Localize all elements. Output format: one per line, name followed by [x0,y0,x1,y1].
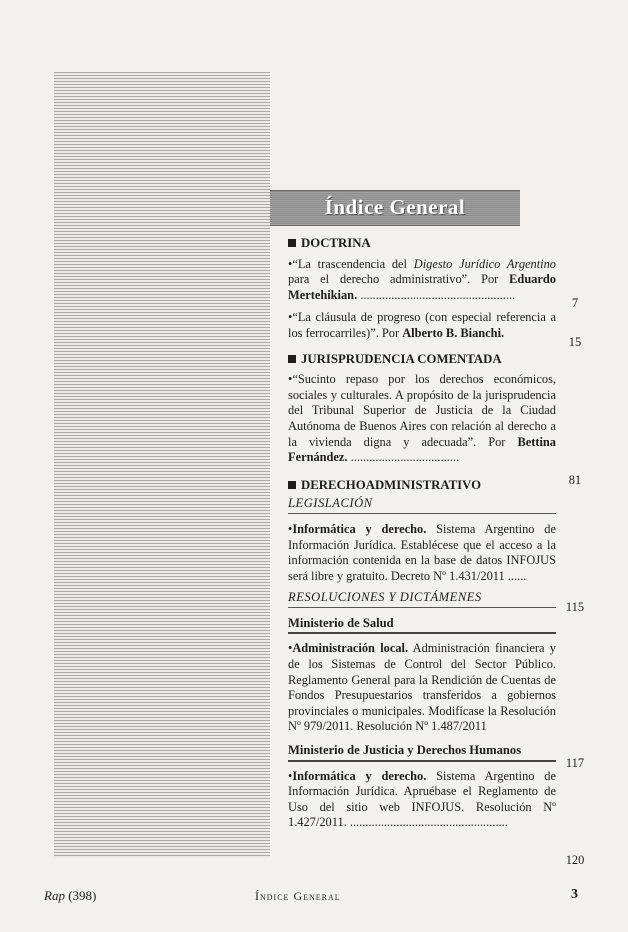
page-number: 115 [565,600,585,614]
square-bullet-icon [288,481,296,489]
section-heading-derecho-administrativo: DERECHOADMINISTRATIVO [288,478,556,494]
index-entry: •“Sucinto repaso por los derechos económicos, sociales y culturales. A propósito de la jurisprudencia del Tribunal Superior de Justicia de la Ciudad Autónoma de Buenos Aires con relación al derecho a la vivienda digna y adecuada”. Por Bettina Fernández. ................................... [288,372,556,465]
index-title: Índice General [324,195,466,219]
page-number: 120 [565,853,585,867]
index-entry: •“La trascendencia del Digesto Jurídico Argentino para el derecho administrativo”. Por Eduardo Mertehikian. .................................................. [288,256,557,302]
page-number: 81 [568,473,582,487]
section-heading-doctrina: DOCTRINA [288,236,556,252]
subsection-legislacion: LEGISLACIÓN [288,496,556,514]
index-entry: •Informática y derecho. Sistema Argentino de Información Jurídica. Apruébase el Reglamento de Uso del sitio web INFOJUS. Resolución Nº 1.427/2011. ................................................... [288,768,556,830]
index-entry: •Informática y derecho. Sistema Argentino de Información Jurídica. Establécese que el acceso a la información contenida en la base de datos INFOJUS será libre y gratuito. Decreto Nº 1.431/2011 ...... [288,521,556,583]
page-number: 7 [571,296,579,310]
square-bullet-icon [288,239,296,247]
index-content [288,236,556,838]
footer-publication: Rap (398) [44,888,97,903]
page-number: 117 [565,756,585,770]
ministry-heading-salud: Ministerio de Salud [288,616,556,635]
subsection-resoluciones: RESOLUCIONES Y DICTÁMENES [288,590,556,608]
index-banner [270,190,520,226]
decorative-striped-panel [54,72,270,858]
index-entry: •“La cláusula de progreso (con especial referencia a los ferrocarriles)”. Por Alberto B. Bianchi. [288,310,556,340]
section-heading-jurisprudencia: JURISPRUDENCIA COMENTADA [288,352,556,368]
page-number: 15 [568,335,582,349]
index-entry: •Administración local. Administración financiera y de los Sistemas de Control del Sector Público. Reglamento General para la Rendición de Cuentas de Fondos Presupuestarios transferidos a gobiernos provinciales o municipales. Modifícase la Resolución Nº 979/2011. Resolución Nº 1.487/2011 [288,641,556,734]
square-bullet-icon [288,355,296,363]
ministry-heading-justicia: Ministerio de Justicia y Derechos Humanos [288,743,556,762]
footer-page-number: 3 [571,887,578,902]
footer-section-title: Índice General [255,889,341,903]
